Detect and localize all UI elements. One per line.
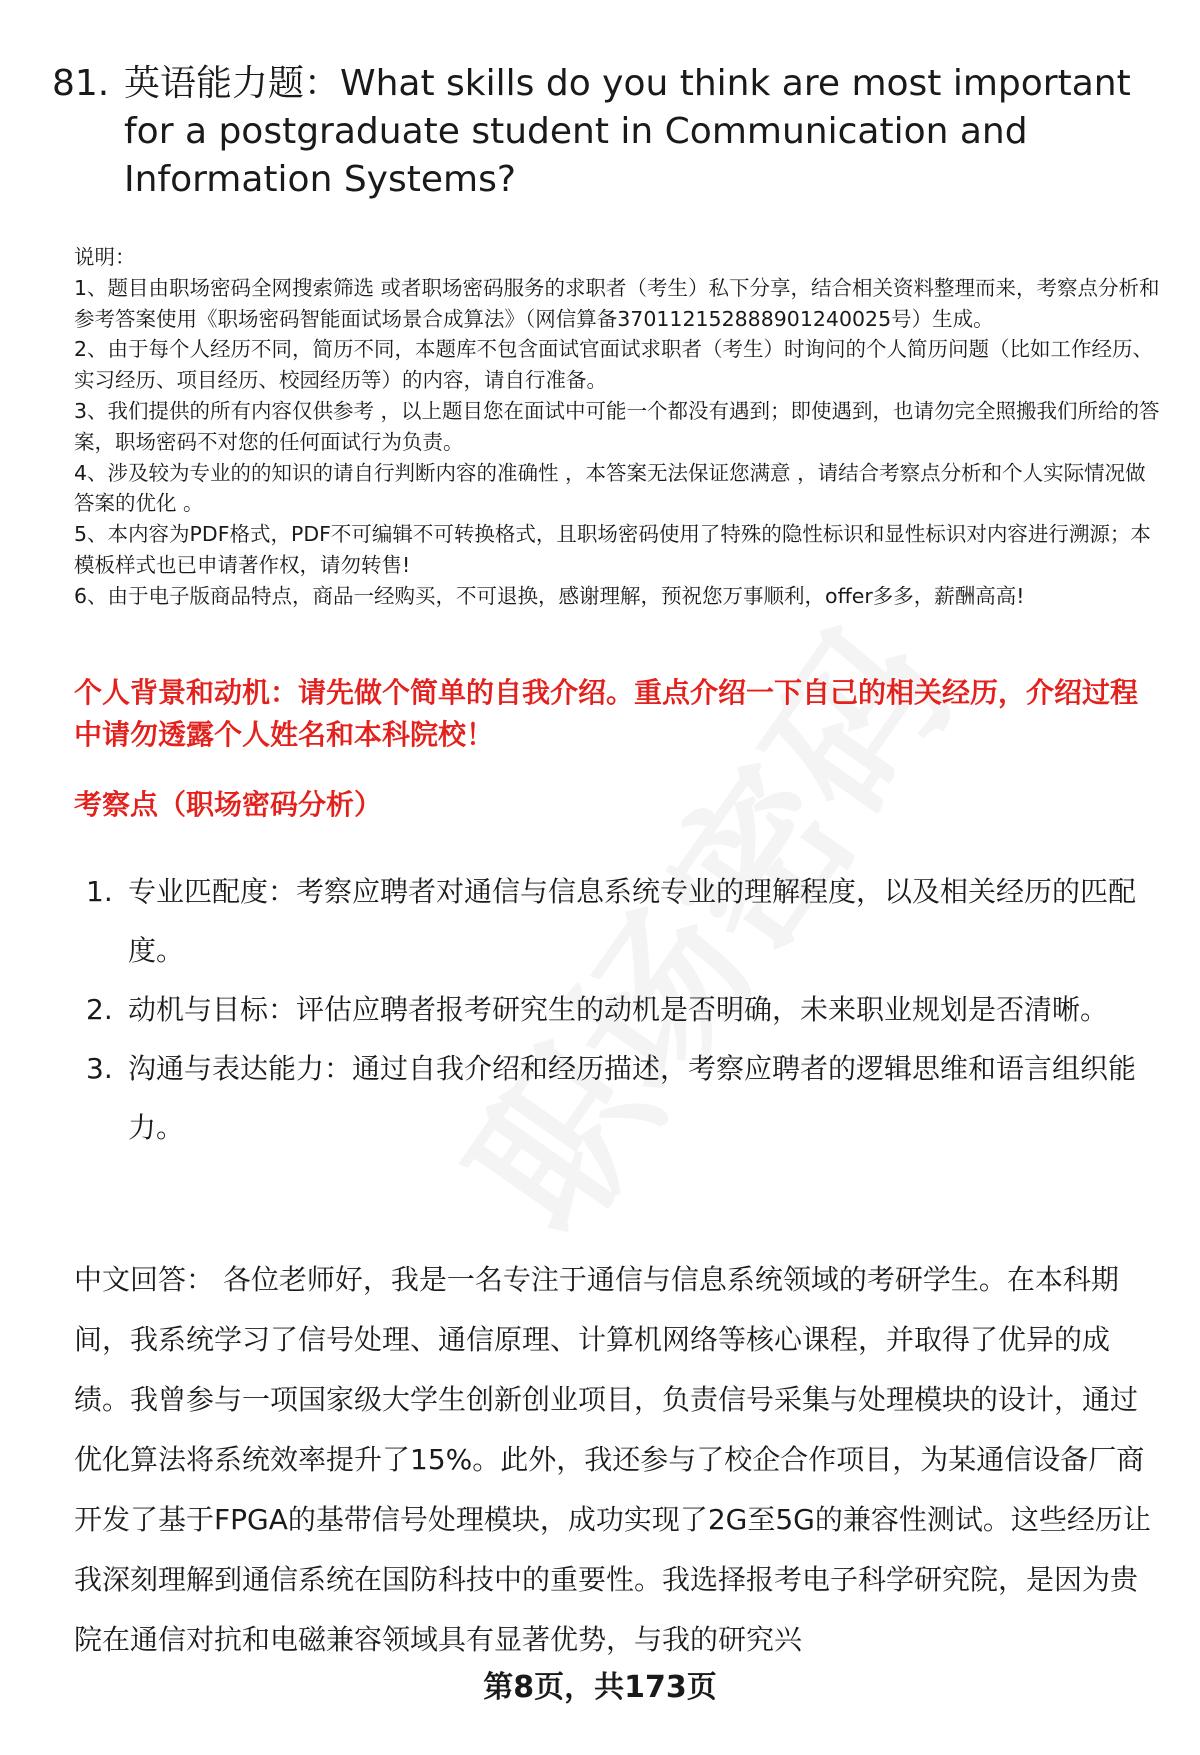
notes-item: 2、由于每个人经历不同，简历不同，本题库不包含面试官面试求职者（考生）时询问的个人简历问题（比如工作经历、实习经历、项目经历、校园经历等）的内容，请自行准备。 [74,337,1154,393]
point-number: 2. [86,993,113,1026]
point-text: 沟通与表达能力：通过自我介绍和经历描述，考察应聘者的逻辑思维和语言组织能力。 [128,1052,1137,1144]
point-text: 动机与目标：评估应聘者报考研究生的动机是否明确，未来职业规划是否清晰。 [128,993,1109,1026]
page-footer: 第8页，共173页 [483,1670,717,1705]
analysis-points-list [74,862,1164,1157]
analysis-point [74,980,1164,1039]
analysis-point [74,1039,1164,1157]
notes-item: 5、本内容为PDF格式，PDF不可编辑不可转换格式，且职场密码使用了特殊的隐性标识和显性标识对内容进行溯源；本模板样式也已申请著作权，请勿转售! [74,522,1151,577]
notes-item: 3、我们提供的所有内容仅供参考 ，以上题目您在面试中可能一个都没有遇到；即使遇到，也请勿完全照搬我们所给的答案，职场密码不对您的任何面试行为负责。 [74,398,1160,454]
question-text: 英语能力题：What skills do you think are most important for a postgraduate student in Communication and Information Systems? [124,63,1131,200]
analysis-heading: 考察点（职场密码分析） [74,788,383,821]
notes-item: 4、涉及较为专业的的知识的请自行判断内容的准确性 ，本答案无法保证您满意 ，请结合考察点分析和个人实际情况做答案的优化 。 [74,460,1146,516]
question-number: 81. [52,63,110,104]
question-header [52,60,1152,204]
notes-item: 1、题目由职场密码全网搜索筛选 或者职场密码服务的求职者（考生）私下分享，结合相关资料整理而来，考察点分析和参考答案使用《职场密码智能面试场景合成算法》（网信算备370112152888901240025号）生成。 [74,275,1160,331]
background-heading: 个人背景和动机：请先做个简单的自我介绍。重点介绍一下自己的相关经历，介绍过程中请勿透露个人姓名和本科院校！ [74,676,1139,751]
analysis-point [74,862,1164,980]
answer-paragraph: 中文回答： 各位老师好，我是一名专注于通信与信息系统领域的考研学生。在本科期间，我系统学习了信号处理、通信原理、计算机网络等核心课程，并取得了优异的成绩。我曾参与一项国家级大学生创新创业项目，负责信号采集与处理模块的设计，通过优化算法将系统效率提升了15%。此外，我还参与了校企合作项目，为某通信设备厂商开发了基于FPGA的基带信号处理模块，成功实现了2G至5G的兼容性测试。这些经历让我深刻理解到通信系统在国防科技中的重要性。我选择报考电子科学研究院，是因为贵院在通信对抗和电磁兼容领域具有显著优势，与我的研究兴 [74,1263,1151,1656]
point-number: 3. [86,1052,113,1085]
point-number: 1. [86,875,113,908]
point-text: 专业匹配度：考察应聘者对通信与信息系统专业的理解程度，以及相关经历的匹配度。 [128,875,1137,967]
notes-section [74,242,1164,612]
notes-title: 说明： [74,245,136,269]
notes-item: 6、由于电子版商品特点，商品一经购买，不可退换，感谢理解，预祝您万事顺利，offer多多，薪酬高高! [74,583,1025,608]
